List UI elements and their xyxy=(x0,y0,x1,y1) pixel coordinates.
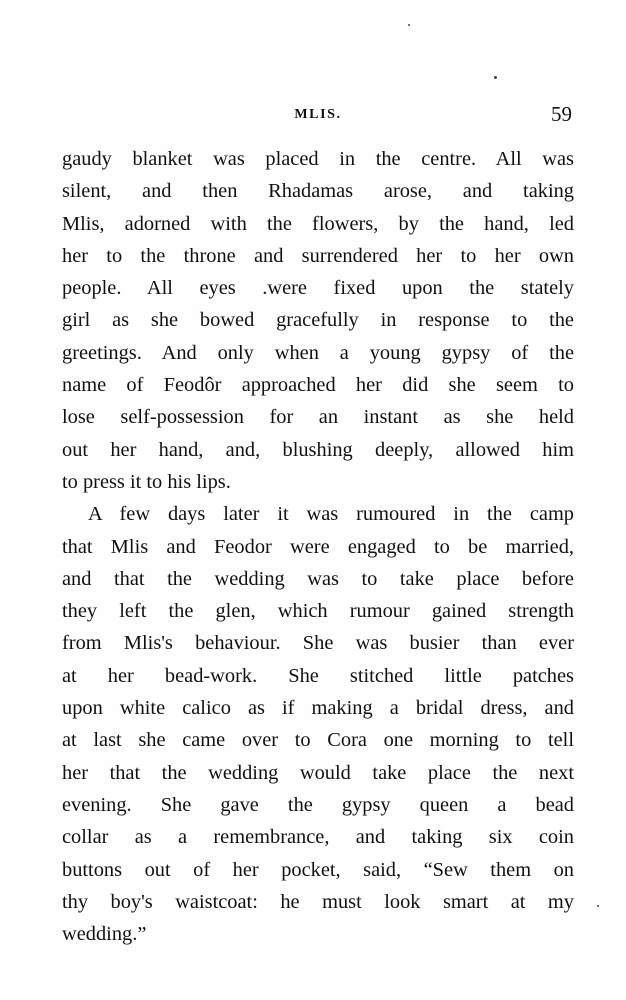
text-line: girl as she bowed gracefully in response to the xyxy=(62,309,574,332)
text-line: thy boy's waistcoat: he must look smart at my xyxy=(62,890,574,913)
page-number: 59 xyxy=(551,102,572,126)
text-line: at her bead-work. She stitched little patches xyxy=(62,664,574,687)
text-line: her to the throne and surrendered her to her own xyxy=(62,244,574,267)
text-line: Mlis, adorned with the flowers, by the hand, led xyxy=(62,212,574,235)
ink-speck xyxy=(494,76,497,79)
body-text xyxy=(62,143,574,950)
text-line: lose self-possession for an instant as she held xyxy=(62,406,574,429)
ink-speck xyxy=(408,24,410,26)
paragraph-1 xyxy=(62,143,574,498)
text-line: people. All eyes .were fixed upon the stately xyxy=(62,277,574,300)
paragraph-2 xyxy=(62,498,574,950)
text-line: collar as a remembrance, and taking six coin xyxy=(62,826,574,849)
text-line: at last she came over to Cora one morning to tell xyxy=(62,729,574,752)
text-line: evening. She gave the gypsy queen a bead xyxy=(62,793,574,816)
text-line: greetings. And only when a young gypsy of the xyxy=(62,341,574,364)
text-line: A few days later it was rumoured in the camp xyxy=(88,503,574,526)
text-line: out her hand, and, blushing deeply, allowed him xyxy=(62,438,574,461)
text-line: name of Feodôr approached her did she seem to xyxy=(62,374,574,397)
text-line: they left the glen, which rumour gained strength xyxy=(62,600,574,623)
text-line: from Mlis's behaviour. She was busier than ever xyxy=(62,632,574,655)
text-line: buttons out of her pocket, said, “Sew them on xyxy=(62,858,574,881)
text-line: her that the wedding would take place the next xyxy=(62,761,574,784)
text-line: wedding.” xyxy=(62,923,147,946)
ink-speck xyxy=(597,905,599,907)
text-line: and that the wedding was to take place before xyxy=(62,567,574,590)
text-line: silent, and then Rhadamas arose, and taking xyxy=(62,180,574,203)
text-line: to press it to his lips. xyxy=(62,470,231,493)
text-line: gaudy blanket was placed in the centre. All was xyxy=(62,148,574,170)
running-title: MLIS. xyxy=(294,107,342,122)
page-header xyxy=(62,102,574,132)
text-line: upon white calico as if making a bridal dress, and xyxy=(62,697,574,720)
text-line: that Mlis and Feodor were engaged to be married, xyxy=(62,535,574,558)
